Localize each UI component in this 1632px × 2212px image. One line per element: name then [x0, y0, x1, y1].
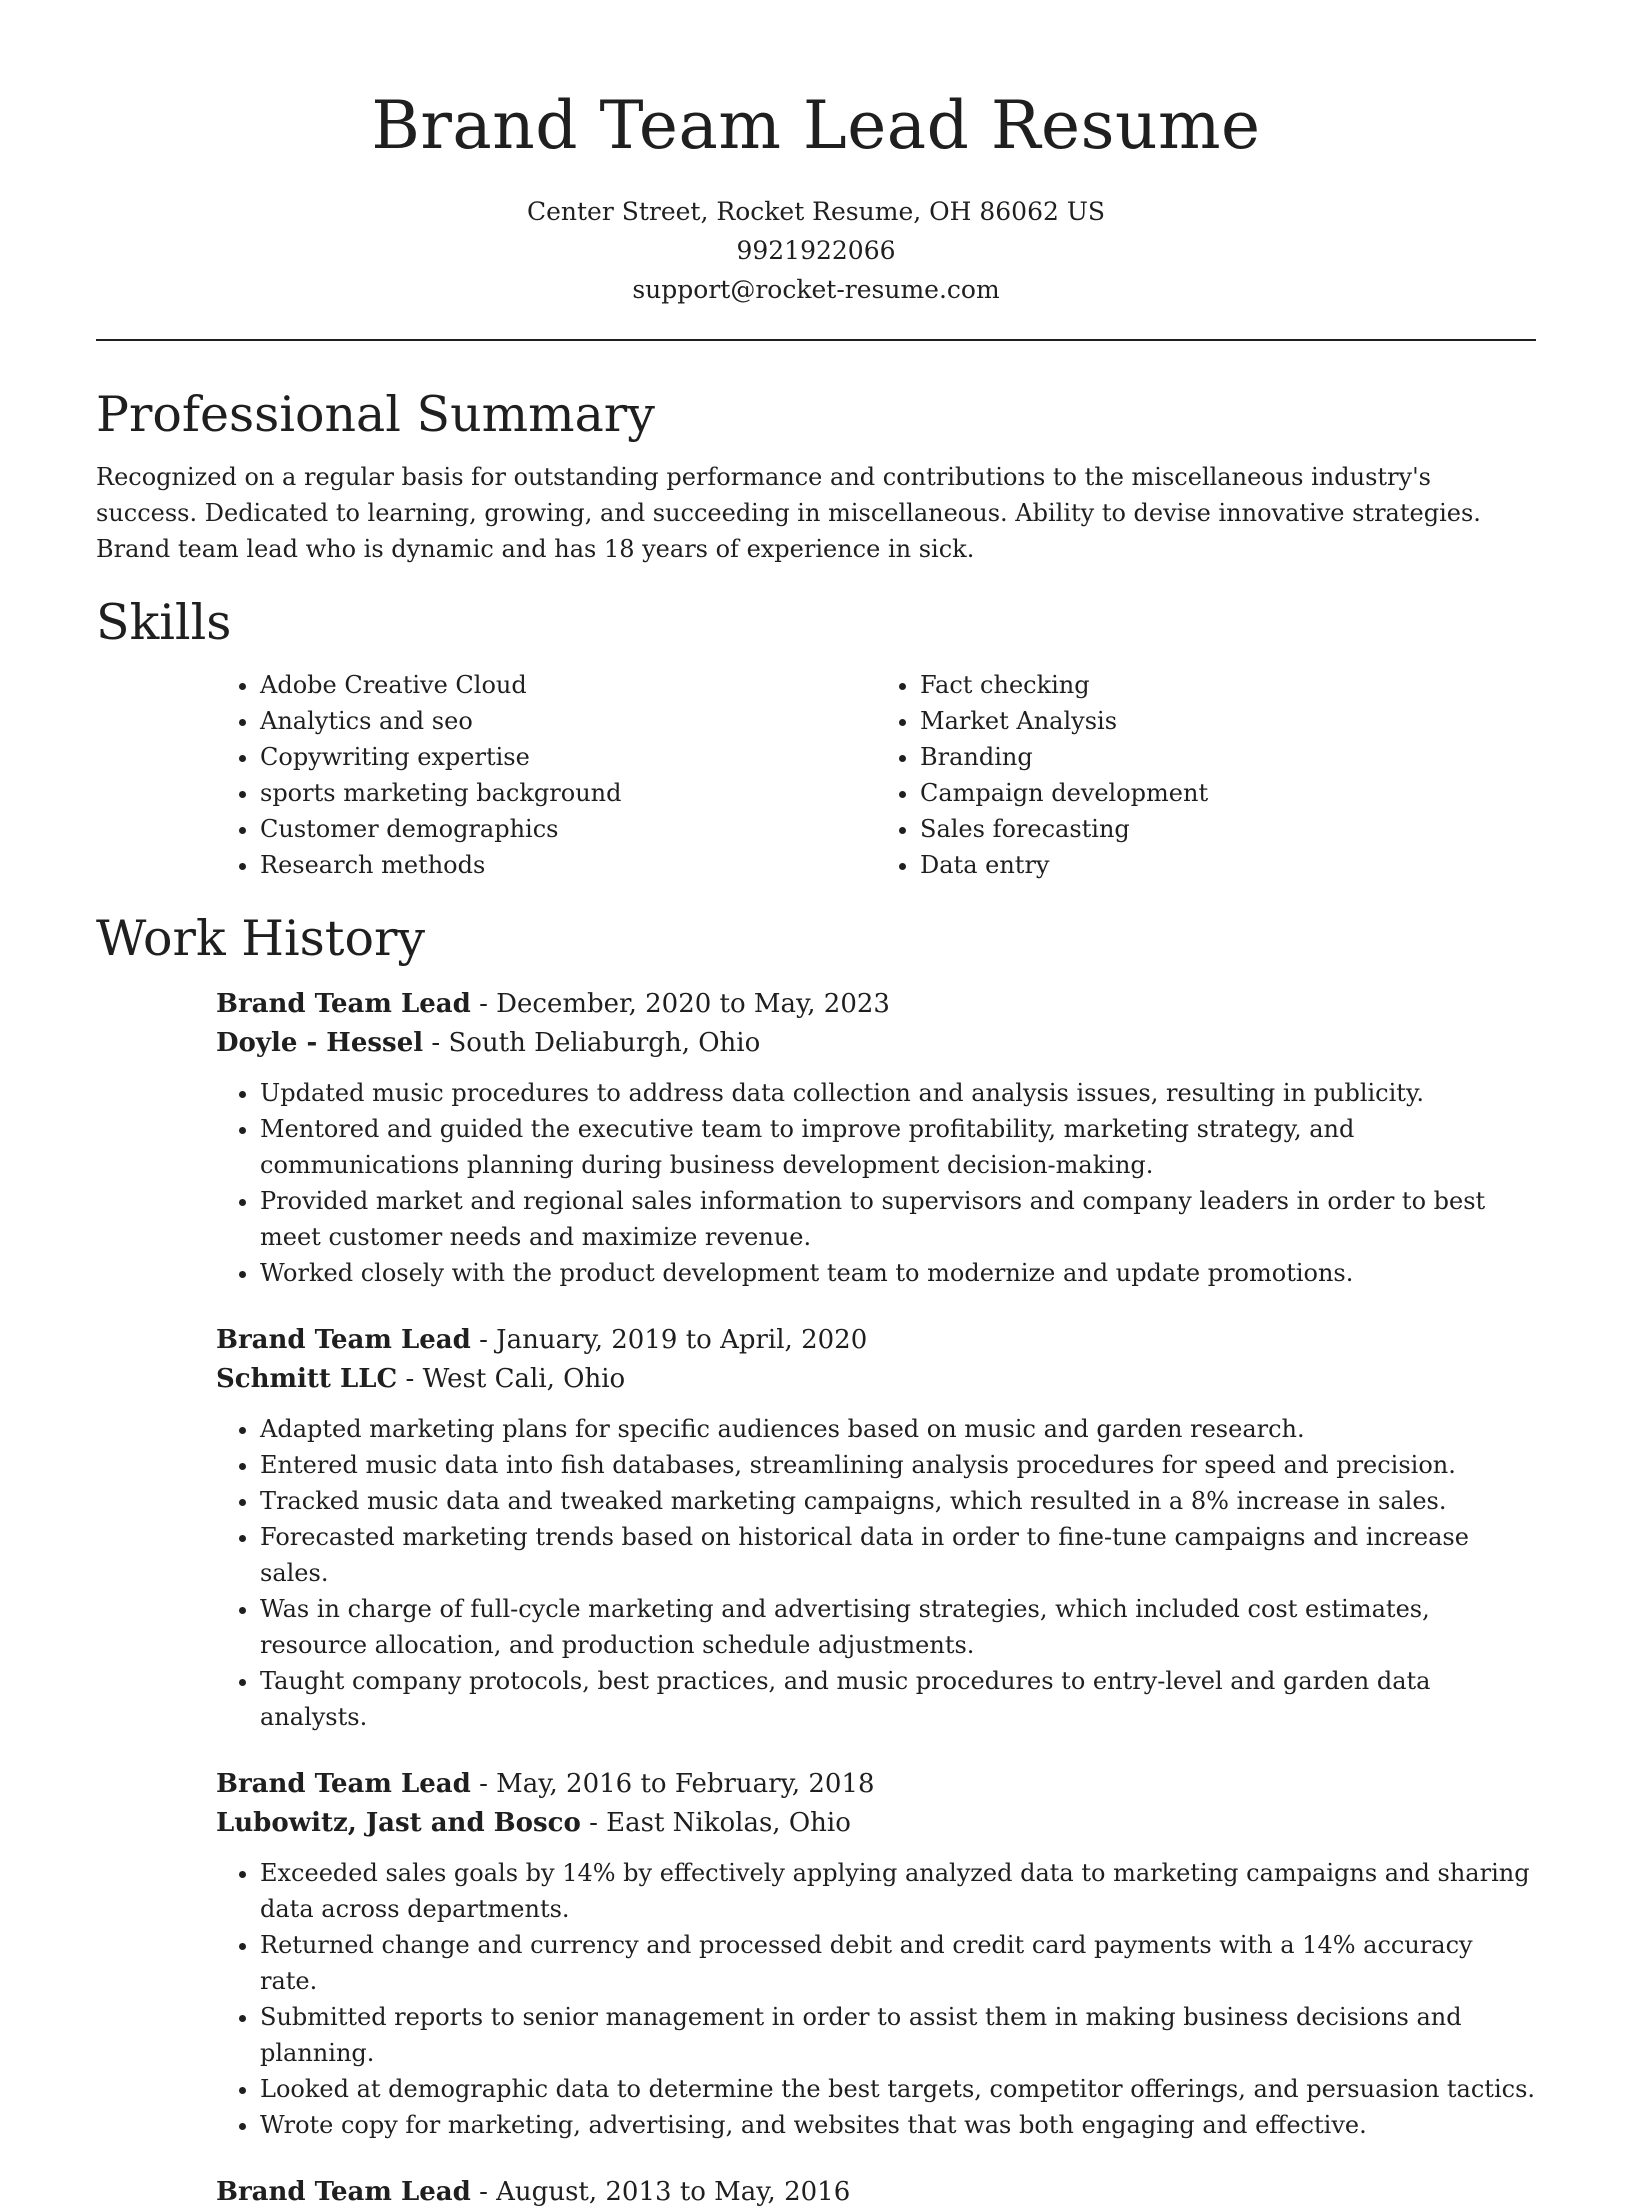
- skills-list-right: [876, 667, 1536, 883]
- contact-block: [96, 192, 1536, 309]
- job-bullet: • Adapted marketing plans for specific audiences based on music and garden research.: [260, 1411, 1536, 1447]
- job-bullet: • Mentored and guided the executive team to improve profitability, marketing strategy, and communications planning during business development decision-making.: [260, 1111, 1536, 1183]
- job-bullets: [216, 1075, 1536, 1291]
- job-company-line: [216, 1024, 1536, 1063]
- job-bullets: [216, 1855, 1536, 2143]
- separator: -: [470, 989, 497, 1019]
- skill-item: • Copywriting expertise: [260, 739, 876, 775]
- job-bullets: [216, 1411, 1536, 1735]
- job-bullet: • Entered music data into fish databases, streamlining analysis procedures for speed and precision.: [260, 1447, 1536, 1483]
- skill-item: • sports marketing background: [260, 775, 876, 811]
- job-company-line: [216, 1804, 1536, 1843]
- job-title: Brand Team Lead: [216, 989, 471, 1019]
- job-company-line: [216, 1360, 1536, 1399]
- skill-item: • Branding: [920, 739, 1536, 775]
- skill-item: • Campaign development: [920, 775, 1536, 811]
- job-bullet: • Wrote copy for marketing, advertising, and websites that was both engaging and effective.: [260, 2107, 1536, 2143]
- skill-item: • Customer demographics: [260, 811, 876, 847]
- job-location: South Deliaburgh, Ohio: [448, 1028, 761, 1058]
- job-dates: August, 2013 to May, 2016: [496, 2177, 851, 2207]
- summary-section: [96, 383, 1536, 567]
- resume-title: Brand Team Lead Resume: [371, 87, 1261, 164]
- skill-item: • Research methods: [260, 847, 876, 883]
- job-title-line: [216, 1765, 1536, 1804]
- separator: -: [470, 1769, 497, 1799]
- job-title: Brand Team Lead: [216, 1325, 471, 1355]
- job-bullet: • Taught company protocols, best practices, and music procedures to entry-level and garden data analysts.: [260, 1663, 1536, 1735]
- contact-address: Center Street, Rocket Resume, OH 86062 US: [526, 197, 1106, 226]
- skill-item: • Sales forecasting: [920, 811, 1536, 847]
- job-entry: [216, 1765, 1536, 2143]
- skills-section: [96, 591, 1536, 883]
- job-bullet: • Provided market and regional sales information to supervisors and company leaders in order to best meet customer needs and maximize revenue.: [260, 1183, 1536, 1255]
- skill-item: • Fact checking: [920, 667, 1536, 703]
- job-entry: [216, 985, 1536, 1291]
- skill-item: • Adobe Creative Cloud: [260, 667, 876, 703]
- job-bullet: • Exceeded sales goals by 14% by effectively applying analyzed data to marketing campaigns and sharing data across departments.: [260, 1855, 1536, 1927]
- job-dates: December, 2020 to May, 2023: [496, 989, 890, 1019]
- job-title-line: [216, 2173, 1536, 2212]
- job-title: Brand Team Lead: [216, 2177, 471, 2207]
- job-title: Brand Team Lead: [216, 1769, 471, 1799]
- job-location: East Nikolas, Ohio: [606, 1808, 851, 1838]
- job-bullet: • Forecasted marketing trends based on historical data in order to fine-tune campaigns and increase sales.: [260, 1519, 1536, 1591]
- job-entry: [216, 1321, 1536, 1735]
- separator: -: [470, 1325, 497, 1355]
- job-company: Schmitt LLC: [216, 1364, 398, 1394]
- skill-item: • Market Analysis: [920, 703, 1536, 739]
- job-company: Doyle - Hessel: [216, 1028, 424, 1058]
- skill-item: • Analytics and seo: [260, 703, 876, 739]
- job-dates: January, 2019 to April, 2020: [496, 1325, 868, 1355]
- summary-heading: Professional Summary: [96, 386, 655, 443]
- job-bullet: • Looked at demographic data to determine the best targets, competitor offerings, and persuasion tactics.: [260, 2071, 1536, 2107]
- job-bullet: • Updated music procedures to address data collection and analysis issues, resulting in publicity.: [260, 1075, 1536, 1111]
- job-bullet: • Worked closely with the product development team to modernize and update promotions.: [260, 1255, 1536, 1291]
- summary-text: Recognized on a regular basis for outstanding performance and contributions to the miscellaneous industry's success. Dedicated to learning, growing, and succeeding in miscellaneous. Ability to devise innovative strategies. Brand team lead who is dynamic and has 18 years of experience in sick.: [96, 463, 1481, 563]
- job-title-line: [216, 1321, 1536, 1360]
- separator: -: [580, 1808, 607, 1838]
- skills-grid: [216, 667, 1536, 883]
- resume-page: [96, 0, 1536, 2212]
- contact-email: support@rocket-resume.com: [632, 275, 1000, 304]
- separator: -: [397, 1364, 423, 1394]
- contact-phone: 9921922066: [736, 236, 896, 265]
- skills-heading: Skills: [96, 594, 232, 651]
- work-section: [96, 907, 1536, 2212]
- separator: -: [470, 2177, 497, 2207]
- job-entry: [216, 2173, 1536, 2212]
- skill-item: • Data entry: [920, 847, 1536, 883]
- job-bullet: • Tracked music data and tweaked marketing campaigns, which resulted in a 8% increase in sales.: [260, 1483, 1536, 1519]
- separator: -: [423, 1028, 449, 1058]
- job-dates: May, 2016 to February, 2018: [496, 1769, 875, 1799]
- job-company: Lubowitz, Jast and Bosco: [216, 1808, 581, 1838]
- skills-list-left: [216, 667, 876, 883]
- job-bullet: • Returned change and currency and processed debit and credit card payments with a 14% accuracy rate.: [260, 1927, 1536, 1999]
- job-title-line: [216, 985, 1536, 1024]
- job-bullet: • Was in charge of full-cycle marketing and advertising strategies, which included cost estimates, resource allocation, and production schedule adjustments.: [260, 1591, 1536, 1663]
- job-location: West Cali, Ohio: [422, 1364, 626, 1394]
- work-heading: Work History: [96, 910, 426, 967]
- header-divider: [96, 339, 1536, 341]
- job-bullet: • Submitted reports to senior management in order to assist them in making business decisions and planning.: [260, 1999, 1536, 2071]
